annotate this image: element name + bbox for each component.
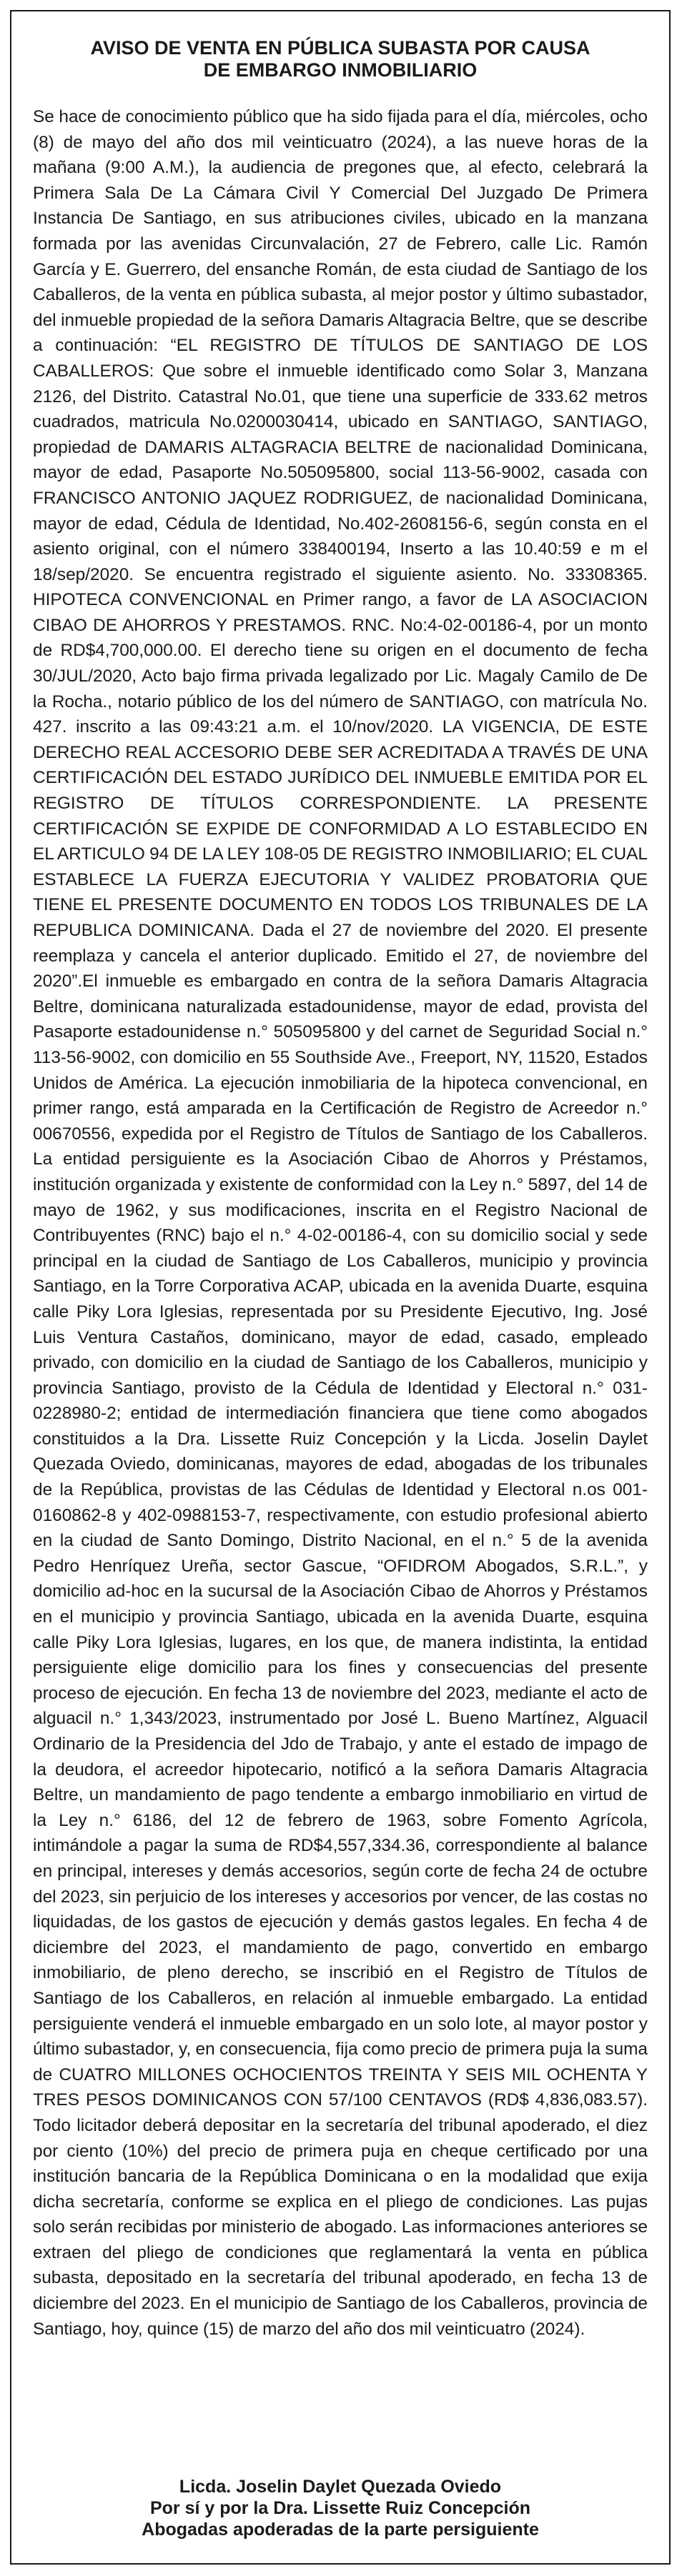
signature-block [33, 2476, 648, 2540]
notice-body: Se hace de conocimiento público que ha sido fijada para el día, miércoles, ocho (8) de mayo del año dos mil veinticuatro (2024), a las nueve horas de la mañana (9:00 A.M.), la audiencia de pregones que, al efecto, celebrará la Primera Sala De La Cámara Civil Y Comercial Del Juzgado De Primera Instancia De Santiago, en sus atribuciones civiles, ubicado en la manzana formada por las avenidas Circunvalación, 27 de Febrero, calle Lic. Ramón García y E. Guerrero, del ensanche Román, de esta ciudad de Santiago de los Caballeros, de la venta en pública subasta, al mejor postor y último subastador, del inmueble propiedad de la señora Damaris Altagracia Beltre, que se describe a continuación: “EL REGISTRO DE TÍTULOS DE SANTIAGO DE LOS CABALLEROS: Que sobre el inmueble identificado como Solar 3, Manzana 2126, del Distrito. Catastral No.01, que tiene una superficie de 333.62 metros cuadrados, matricula No.0200030414, ubicado en SANTIAGO, SANTIAGO, propiedad de DAMARIS ALTAGRACIA BELTRE de nacionalidad Dominicana, mayor de edad, Pasaporte No.505095800, social 113-56-9002, casada con FRANCISCO ANTONIO JAQUEZ RODRIGUEZ, de nacionalidad Dominicana, mayor de edad, Cédula de Identidad, No.402-2608156-6, según consta en el asiento original, con el número 338400194, Inserto a las 10.40:59 e m el 18/sep/2020. Se encuentra registrado el siguiente asiento. No. 33308365. HIPOTECA CONVENCIONAL en Primer rango, a favor de LA ASOCIACION CIBAO DE AHORROS Y PRESTAMOS. RNC. No:4-02-00186-4, por un monto de RD$4,700,000.00. El derecho tiene su origen en el documento de fecha 30/JUL/2020, Acto bajo firma privada legalizado por Lic. Magaly Camilo de De la Rocha., notario público de los del número de SANTIAGO, con matrícula No. 427. inscrito a las 09:43:21 a.m. el 10/nov/2020. LA VIGENCIA, DE ESTE DERECHO REAL ACCESORIO DEBE SER ACREDITADA A TRAVÉS DE UNA CERTIFICACIÓN DEL ESTADO JURÍDICO DEL INMUEBLE EMITIDA POR EL REGISTRO DE TÍTULOS CORRESPONDIENTE. LA PRESENTE CERTIFICACIÓN SE EXPIDE DE CONFORMIDAD A LO ESTABLECIDO EN EL ARTICULO 94 DE LA LEY 108-05 DE REGISTRO INMOBILIARIO; EL CUAL ESTABLECE LA FUERZA EJECUTORIA Y VALIDEZ PROBATORIA QUE TIENE EL PRESENTE DOCUMENTO EN TODOS LOS TRIBUNALES DE LA REPUBLICA DOMINICANA. Dada el 27 de noviembre del 2020. El presente reemplaza y cancela el anterior duplicado. Emitido el 27, de noviembre del 2020”.El inmueble es embargado en contra de la señora Damaris Altagracia Beltre, dominicana naturalizada estadounidense, mayor de edad, provista del Pasaporte estadounidense n.° 505095800 y del carnet de Seguridad Social n.° 113-56-9002, con domicilio en 55 Southside Ave., Freeport, NY, 11520, Estados Unidos de América. La ejecución inmobiliaria de la hipoteca convencional, en primer rango, está amparada en la Certificación de Registro de Acreedor n.° 00670556, expedida por el Registro de Títulos de Santiago de los Caballeros. La entidad persiguiente es la Asociación Cibao de Ahorros y Préstamos, institución organizada y existente de conformidad con la Ley n.° 5897, del 14 de mayo de 1962, y sus modificaciones, inscrita en el Registro Nacional de Contribuyentes (RNC) bajo el n.° 4-02-00186-4, con su domicilio social y sede principal en la ciudad de Santiago de Los Caballeros, municipio y provincia Santiago, en la Torre Corporativa ACAP, ubicada en la avenida Duarte, esquina calle Piky Lora Iglesias, representada por su Presidente Ejecutivo, Ing. José Luis Ventura Castaños, dominicano, mayor de edad, casado, empleado privado, con domicilio en la ciudad de Santiago de los Caballeros, municipio y provincia Santiago, provisto de la Cédula de Identidad y Electoral n.° 031-0228980-2; entidad de intermediación financiera que tiene como abogados constituidos a la Dra. Lissette Ruiz Concepción y la Licda. Joselin Daylet Quezada Oviedo, dominicanas, mayores de edad, abogadas de los tribunales de la República, provistas de las Cédulas de Identidad y Electoral n.os 001-0160862-8 y 402-0988153-7, respectivamente, con estudio profesional abierto en la ciudad de Santo Domingo, Distrito Nacional, en el n.° 5 de la avenida Pedro Henríquez Ureña, sector Gascue, “OFIDROM Abogados, S.R.L.”, y domicilio ad-hoc en la sucursal de la Asociación Cibao de Ahorros y Préstamos en el municipio y provincia Santiago, ubicada en la avenida Duarte, esquina calle Piky Lora Iglesias, lugares, en los que, de manera indistinta, la entidad persiguiente elige domicilio para los fines y consecuencias del presente proceso de ejecución. En fecha 13 de noviembre del 2023, mediante el acto de alguacil n.° 1,343/2023, instrumentado por José L. Bueno Martínez, Alguacil Ordinario de la Presidencia del Jdo de Trabajo, y ante el estado de impago de la deudora, el acreedor hipotecario, notificó a la señora Damaris Altagracia Beltre, un mandamiento de pago tendente a embargo inmobiliario en virtud de la Ley n.° 6186, del 12 de febrero de 1963, sobre Fomento Agrícola, intimándole a pagar la suma de RD$4,557,334.36, correspondiente al balance en principal, intereses y demás accesorios, según corte de fecha 24 de octubre del 2023, sin perjuicio de los intereses y accesorios por vencer, de las costas no liquidadas, de los gastos de ejecución y demás gastos legales. En fecha 4 de diciembre del 2023, el mandamiento de pago, convertido en embargo inmobiliario, de pleno derecho, se inscribió en el Registro de Títulos de Santiago de los Caballeros, en relación al inmueble embargado. La entidad persiguiente venderá el inmueble embargado en un solo lote, al mayor postor y último subastador, y, en consecuencia, fija como precio de primera puja la suma de CUATRO MILLONES OCHOCIENTOS TREINTA Y SEIS MIL OCHENTA Y TRES PESOS DOMINICANOS CON 57/100 CENTAVOS (RD$ 4,836,083.57). Todo licitador deberá depositar en la secretaría del tribunal apoderado, el diez por ciento (10%) del precio de primera puja en cheque certificado por una institución bancaria de la República Dominicana o en la modalidad que exija dicha secretaría, conforme se explica en el pliego de condiciones. Las pujas solo serán recibidas por ministerio de abogado. Las informaciones anteriores se extraen del pliego de condiciones que reglamentará la venta en pública subasta, depositado en la secretaría del tribunal apoderado, en fecha 13 de diciembre del 2023. En el municipio de Santiago de los Caballeros, provincia de Santiago, hoy, quince (15) de marzo del año dos mil veinticuatro (2024). [33, 107, 648, 2339]
notice-title-line-2: DE EMBARGO INMOBILIARIO [203, 59, 478, 81]
signature-role: Abogadas apoderadas de la parte persiguiente [142, 2520, 539, 2540]
legal-notice [10, 10, 671, 2565]
signature-on-behalf: Por sí y por la Dra. Lissette Ruiz Concepción [149, 2498, 531, 2518]
signature-name: Licda. Joselin Daylet Quezada Oviedo [179, 2477, 502, 2497]
notice-title-line-1: AVISO DE VENTA EN PÚBLICA SUBASTA POR CAUSA [90, 37, 590, 59]
notice-title [33, 37, 648, 81]
